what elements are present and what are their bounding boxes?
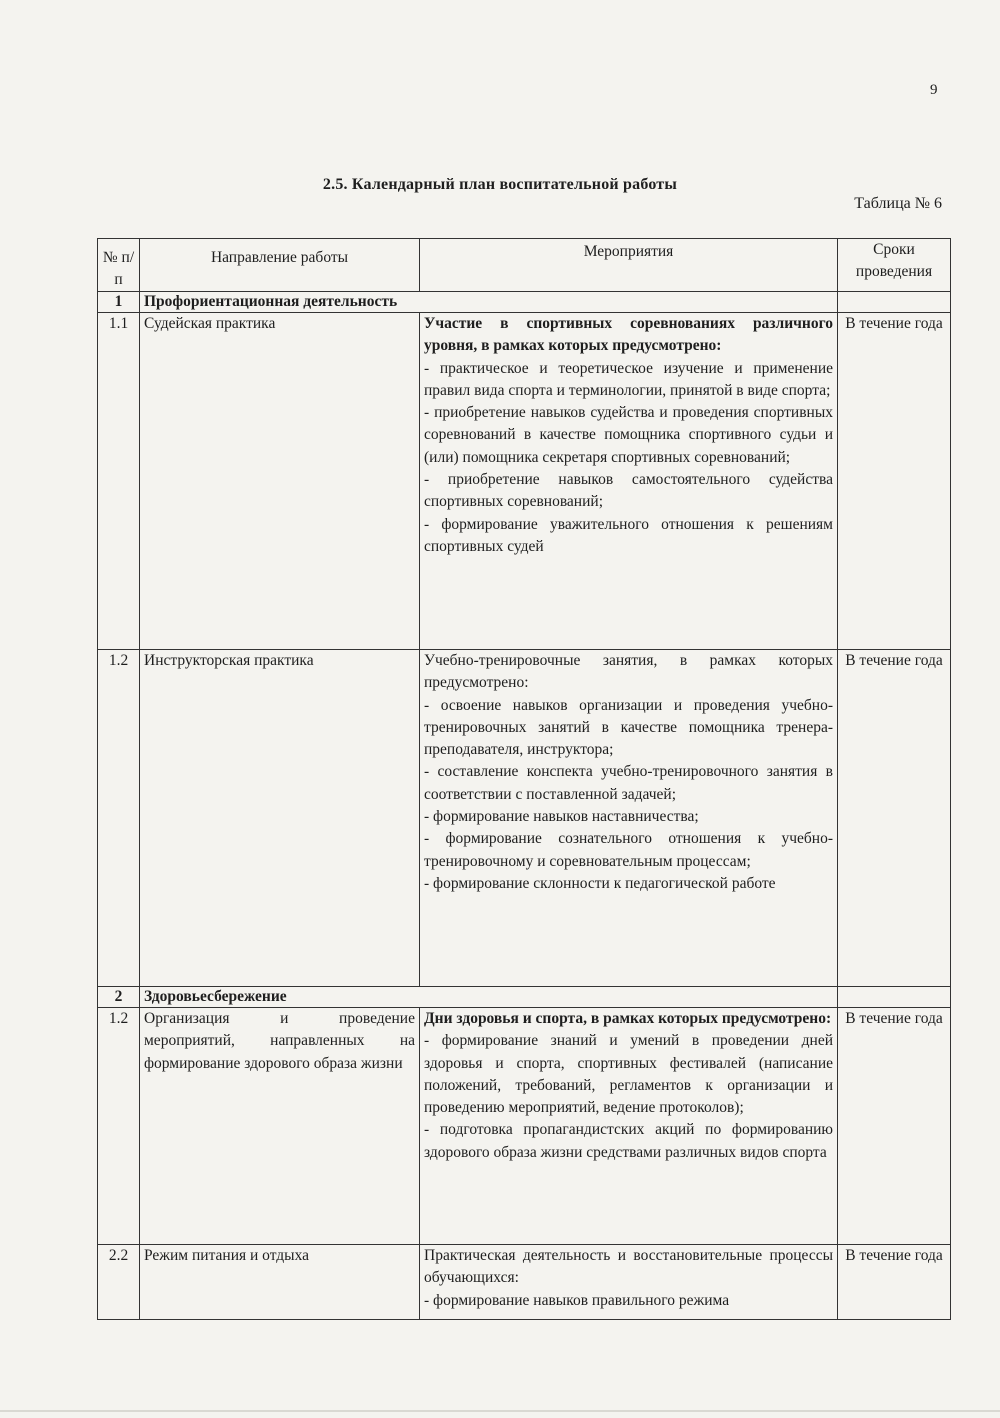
- scan-edge-line: [0, 1410, 1000, 1412]
- row-events: [420, 1245, 838, 1320]
- table-header-row: [98, 239, 951, 292]
- work-plan-table: [97, 238, 951, 1320]
- header-direction: Направление работы: [140, 239, 420, 292]
- events-lead: Дни здоровья и спорта, в рамках которых предусмотрено:: [424, 1010, 832, 1027]
- row-direction: Режим питания и отдыха: [140, 1245, 420, 1320]
- row-dates: В течение года: [838, 1008, 951, 1245]
- section-title: Здоровьесбережение: [140, 987, 838, 1008]
- row-direction: Судейская практика: [140, 313, 420, 650]
- row-direction: Организация и проведение мероприятий, направленных на формирование здорового образа жизни: [140, 1008, 420, 1245]
- header-dates: Сроки проведения: [838, 239, 951, 292]
- events-item: - подготовка пропагандистских акций по формированию здорового образа жизни средствами различных видов спорта: [424, 1121, 833, 1161]
- section-number: 1: [98, 292, 140, 313]
- table-caption: Таблица № 6: [854, 195, 942, 212]
- row-number: 1.2: [98, 1008, 140, 1245]
- page-number: 9: [930, 82, 938, 98]
- events-lead: Учебно-тренировочные занятия, в рамках которых предусмотрено:: [424, 652, 833, 692]
- events-item: - составление конспекта учебно-тренировочного занятия в соответствии с поставленной задачей;: [424, 763, 833, 803]
- events-item: - приобретение навыков судейства и проведения спортивных соревнований в качестве помощника спортивного судьи и (или) помощника секретаря спортивных соревнований;: [424, 404, 833, 466]
- section-row: [98, 292, 951, 313]
- events-item: - формирование знаний и умений в проведении дней здоровья и спорта, спортивных фестивалей (написание положений, требований, регламентов к организации и проведению мероприятий, ведение протоколов);: [424, 1032, 833, 1117]
- events-item: - формирование навыков правильного режима: [424, 1291, 730, 1309]
- events-item: - практическое и теоретическое изучение и применение правил вида спорта и терминологии, принятой в виде спорта;: [424, 359, 833, 399]
- events-lead: Практическая деятельность и восстановительные процессы обучающихся:: [424, 1247, 833, 1287]
- row-dates: В течение года: [838, 313, 951, 650]
- events-item: - формирование склонности к педагогической работе: [424, 874, 776, 892]
- row-events: [420, 1008, 838, 1245]
- table-row: [98, 650, 951, 987]
- events-item: - формирование навыков наставничества;: [424, 808, 699, 826]
- row-dates: В течение года: [838, 1245, 951, 1320]
- row-direction: Инструкторская практика: [140, 650, 420, 987]
- section-row: [98, 987, 951, 1008]
- section-empty-cell: [838, 292, 951, 313]
- table-row: [98, 1245, 951, 1320]
- row-events: [420, 313, 838, 650]
- header-num: № п/п: [98, 239, 140, 292]
- events-item: - формирование сознательного отношения к учебно-тренировочному и соревновательным процессам;: [424, 830, 833, 870]
- table-row: [98, 313, 951, 650]
- row-number: 1.2: [98, 650, 140, 987]
- document-title: 2.5. Календарный план воспитательной работы: [322, 176, 678, 193]
- header-events: Мероприятия: [420, 239, 838, 292]
- events-lead: Участие в спортивных соревнованиях различного уровня, в рамках которых предусмотрено:: [424, 315, 833, 355]
- table-row: [98, 1008, 951, 1245]
- section-empty-cell: [838, 987, 951, 1008]
- row-events: [420, 650, 838, 987]
- events-item: - освоение навыков организации и проведения учебно-тренировочных занятий в качестве помощника тренера-преподавателя, инструктора;: [424, 696, 833, 759]
- section-title: Профориентационная деятельность: [140, 292, 838, 313]
- events-item: - приобретение навыков самостоятельного судейства спортивных соревнований;: [424, 471, 833, 511]
- events-item: - формирование уважительного отношения к решениям спортивных судей: [424, 515, 833, 555]
- row-dates: В течение года: [838, 650, 951, 987]
- row-number: 1.1: [98, 313, 140, 650]
- section-number: 2: [98, 987, 140, 1008]
- row-number: 2.2: [98, 1245, 140, 1320]
